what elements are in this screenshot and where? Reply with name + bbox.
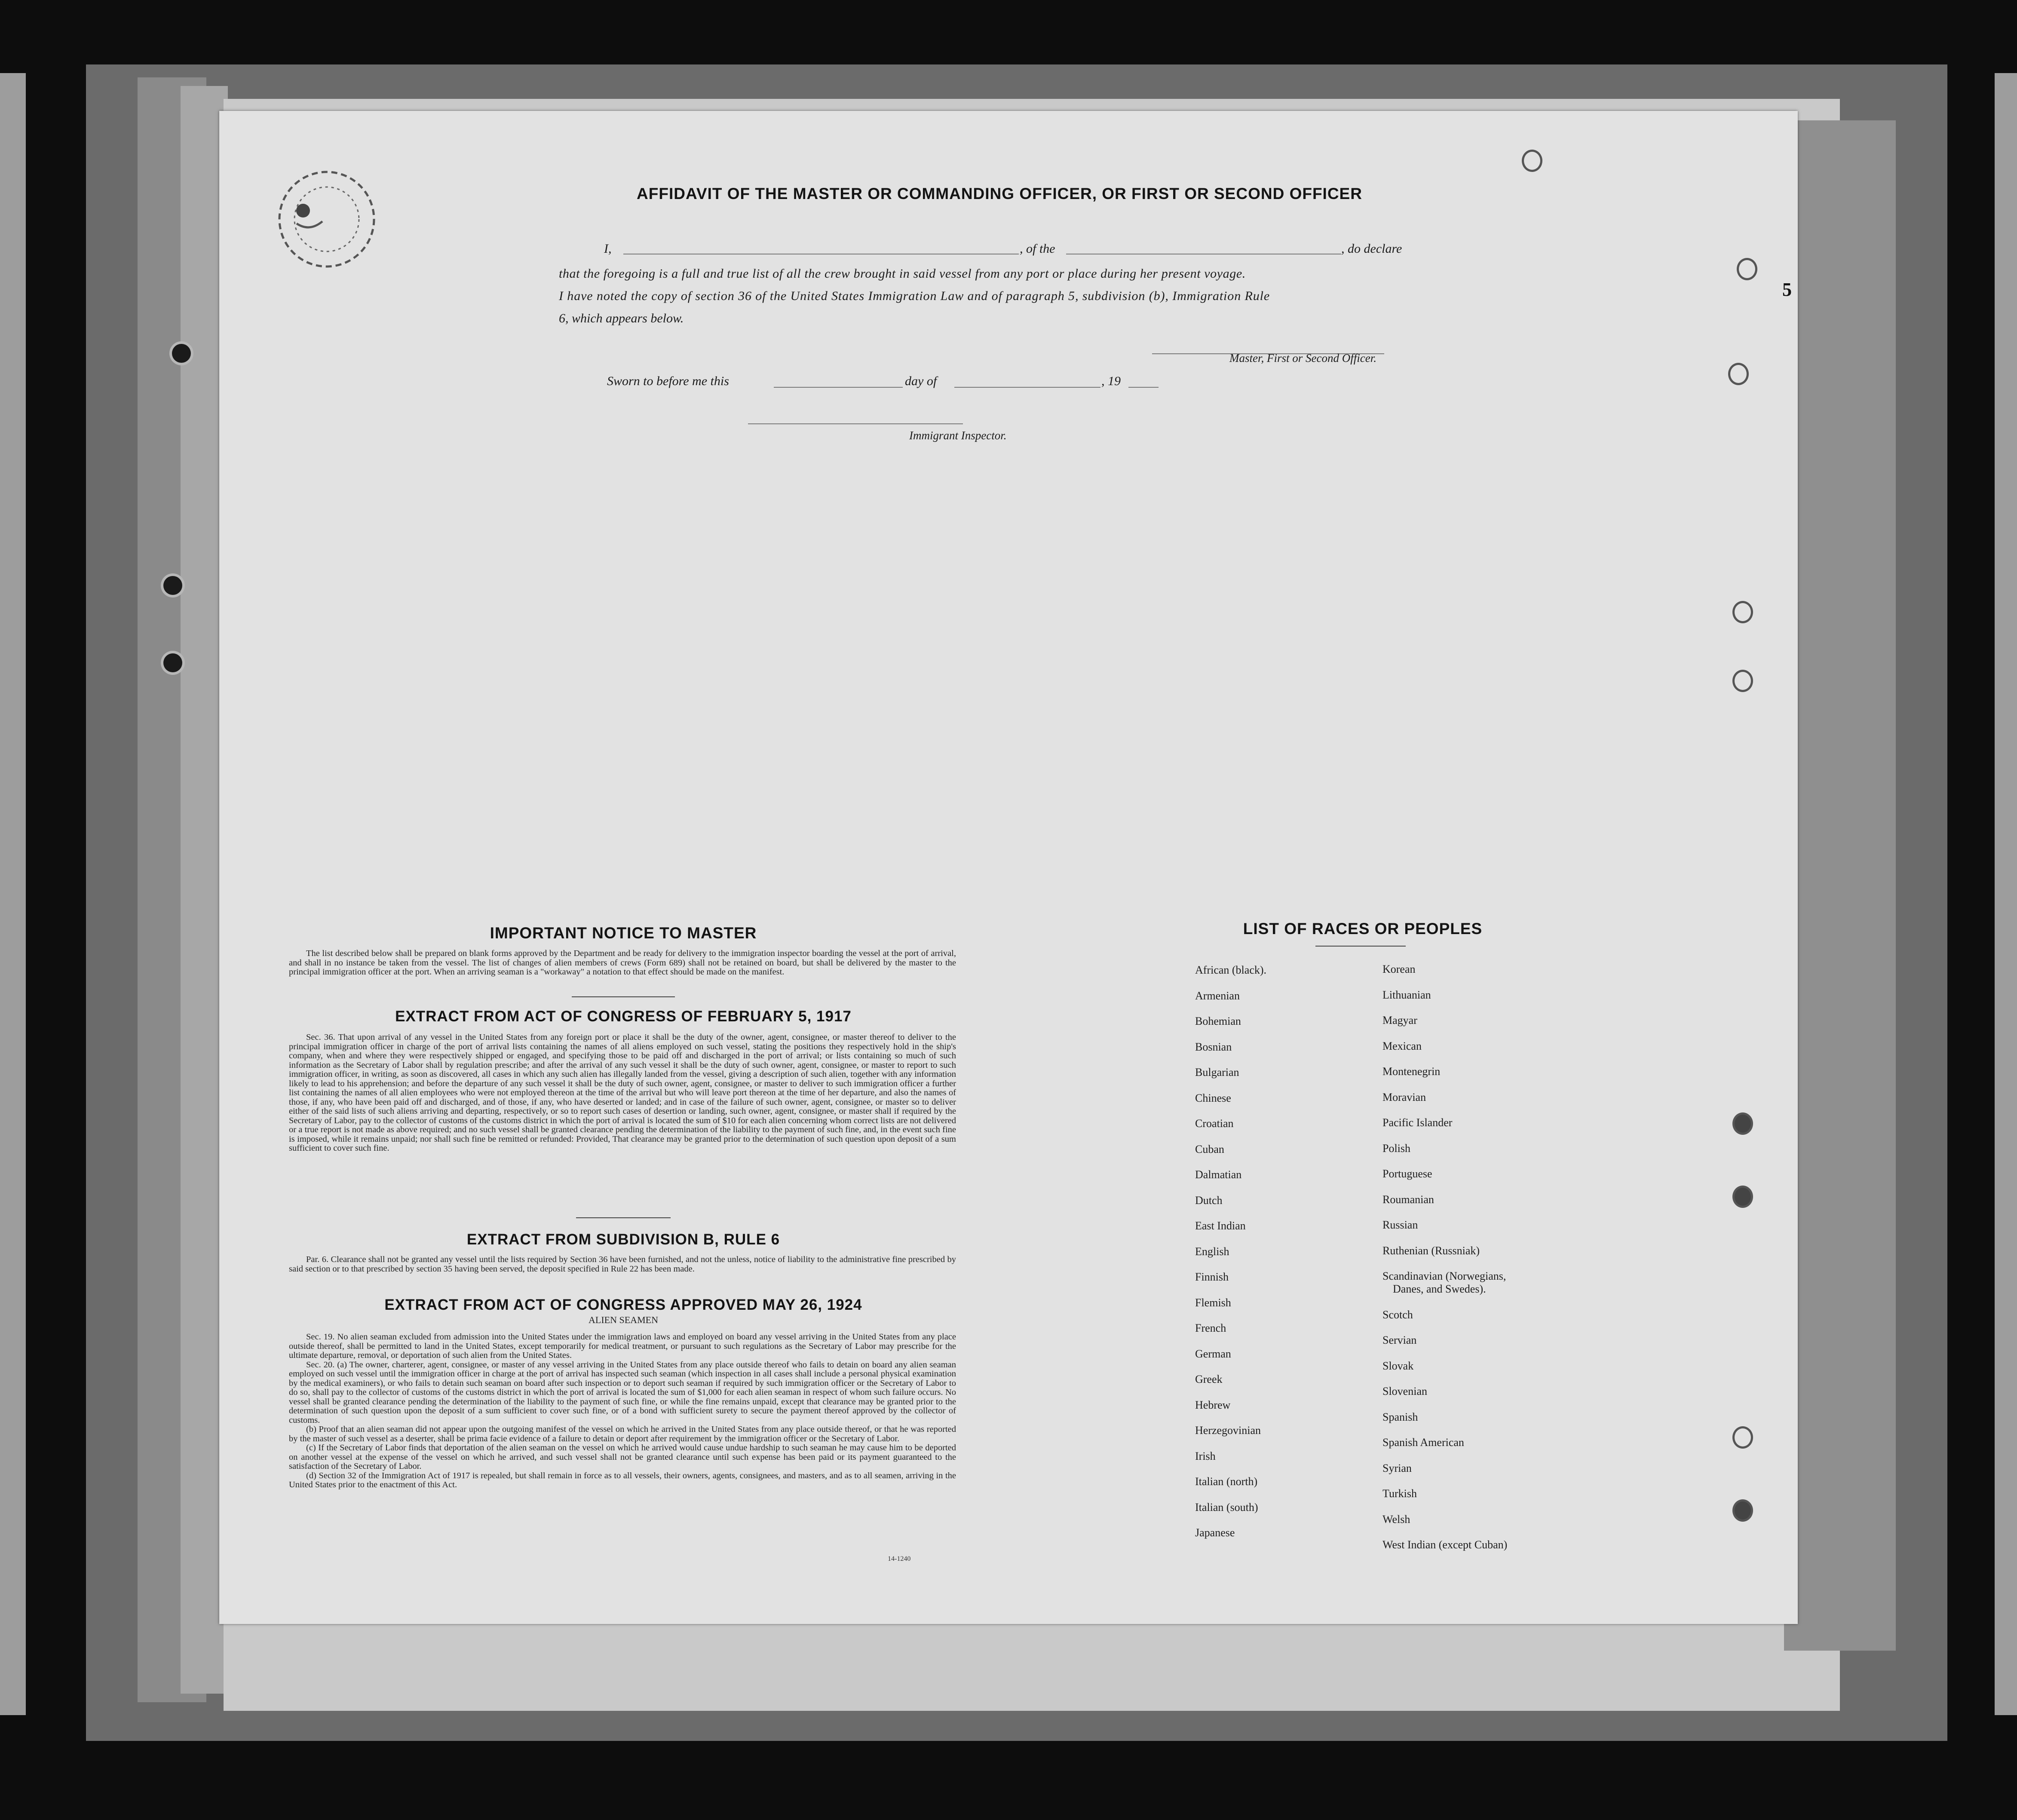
race-item: Cuban: [1195, 1143, 1224, 1155]
binding-hole: [172, 344, 191, 363]
race-item: Polish: [1382, 1142, 1411, 1155]
divider: [1315, 946, 1406, 947]
race-item: Greek: [1195, 1373, 1223, 1385]
race-item: Spanish: [1382, 1410, 1418, 1423]
affidavit-line-4: 6, which appears below.: [559, 311, 684, 325]
extract-1924-sec20b: (b) Proof that an alien seaman did not appear upon the outgoing manifest of the vessel on which he arrived in the United States from any place outside thereof, or that he was reported by the master of such vessel as a deserter, shall be prima facie evidence of a failure to detain or deport after requirement by the immigration officer or the Secretary of Labor.: [289, 1425, 956, 1443]
race-item: West Indian (except Cuban): [1382, 1538, 1508, 1551]
extract-1917-text: Sec. 36. That upon arrival of any vessel in the United States from any foreign port or place it shall be the duty of the owner, agent, consignee, or master thereof to deliver to the principal immigration officer in charge of the port of arrival lists containing the names of all aliens employed on such vessel, stating the positions they respectively hold in the ship's company, when and where they were respectively shipped or engaged, and specifying those to be paid off and discharged in the port of arrival; or lists containing so much of such information as the Secretary of Labor shall by regulation prescribe; and after the arrival of any such vessel it shall be the duty of such owner, agent, consignee, or master to report to such immigration officer, in writing, as soon as discovered, all cases in which any such alien has illegally landed from the vessel, giving a description of such alien, together with any information likely to lead to his apprehension; and before the departure of any such vessel it shall be the duty of such owner, agent, consignee, or master to deliver to such immigration officer a further list containing the names of all alien employees who were not employed thereon at the time of the arrival but who will leave port thereon at the time of her departure, and also the names of those, if any, who have been paid off and discharged, and of those, if any, who have deserted or landed; and in case of the failure of such owner, agent, consignee, or master so to deliver either of the said lists of such aliens arriving and departing, respectively, or so to report such cases of desertion or landing, such owner, agent, consignee, or master shall if required by the Secretary of Labor, pay to the collector of customs of the customs district in which the port of arrival is located the sum of $10 for each alien concerning whom correct lists are not delivered or a true report is not made as above required; and no such vessel shall be granted clearance pending the determination of the liability to the payment of such fine, and, in the event such fine is imposed, while it remains unpaid; nor shall such fine be remitted or refunded: Provided, That clearance may be granted prior to the determination of such question upon deposit of a sum sufficient to cover such fine.: [289, 1033, 956, 1153]
official-stamp-seal: [271, 163, 383, 275]
race-item: Finnish: [1195, 1271, 1229, 1283]
punch-hole-ring: [1728, 363, 1749, 385]
race-item: Syrian: [1382, 1462, 1412, 1474]
punch-hole-ring: [1522, 150, 1542, 172]
race-item: Scotch: [1382, 1308, 1413, 1321]
race-item: Croatian: [1195, 1117, 1234, 1130]
race-item: Russian: [1382, 1219, 1418, 1231]
race-item: Montenegrin: [1382, 1065, 1441, 1078]
affidavit-title: AFFIDAVIT OF THE MASTER OR COMMANDING OFFICER, OR FIRST OR SECOND OFFICER: [637, 185, 1362, 202]
race-item: Ruthenian (Russniak): [1382, 1244, 1480, 1257]
extract-1924-subtitle: ALIEN SEAMEN: [589, 1314, 658, 1325]
right-binding-strip: [1784, 120, 1896, 1651]
extract-1924-body: [289, 1333, 956, 1490]
race-item: Korean: [1382, 963, 1416, 975]
race-item: Hebrew: [1195, 1398, 1231, 1411]
day-of-text: day of: [905, 374, 937, 388]
race-item: Armenian: [1195, 989, 1240, 1002]
race-item: Italian (north): [1195, 1475, 1258, 1488]
punch-hole-ring: [1732, 1426, 1753, 1449]
punch-hole-ring: [1732, 601, 1753, 623]
inspector-signature-line[interactable]: [748, 423, 963, 424]
affidavit-line-3: I have noted the copy of section 36 of the United States Immigration Law and of paragraph 5, subdivision (b), Immigration Rule: [559, 289, 1270, 303]
race-item: Japanese: [1195, 1526, 1235, 1539]
affidavit-do-declare: , do declare: [1341, 242, 1402, 256]
race-item: Flemish: [1195, 1296, 1231, 1309]
adjacent-page-right-edge: [1995, 73, 2017, 1715]
race-item: Danes, and Swedes).: [1393, 1283, 1486, 1295]
races-title: LIST OF RACES OR PEOPLES: [1243, 920, 1483, 938]
punch-hole-ring: [1732, 1112, 1753, 1135]
sworn-text: Sworn to before me this: [607, 374, 729, 388]
adjacent-page-left-edge: [0, 73, 26, 1715]
race-item: Dalmatian: [1195, 1168, 1242, 1181]
extract-1924-sec20c: (c) If the Secretary of Labor finds that deportation of the alien seaman on the vessel on which he arrived would cause undue hardship to such seaman he may cause him to be deported on another vessel at the expense of the vessel on which he arrived, and such vessel shall not be granted clearance until such expense has been paid or its payment guaranteed to the satisfaction of the Secretary of Labor.: [289, 1443, 956, 1471]
race-item: Chinese: [1195, 1091, 1231, 1104]
margin-page-mark: 5: [1782, 279, 1792, 300]
binding-hole: [163, 653, 182, 672]
race-item: French: [1195, 1322, 1226, 1334]
binding-hole: [163, 576, 182, 595]
race-item: Moravian: [1382, 1091, 1426, 1103]
extract-rule6-text: Par. 6. Clearance shall not be granted any vessel until the lists required by Section 36 have been furnished, and not the unless, notice of liability to the administrative fine prescribed by said section or to that prescribed by section 35 having been served, the deposit specified in Rule 22 has been made.: [289, 1255, 956, 1274]
race-item: German: [1195, 1347, 1231, 1360]
race-item: Lithuanian: [1382, 988, 1431, 1001]
sworn-year-blank[interactable]: [1128, 387, 1159, 388]
race-item: Herzegovinian: [1195, 1424, 1261, 1437]
race-item: Portuguese: [1382, 1167, 1432, 1180]
race-item: Magyar: [1382, 1014, 1417, 1026]
race-item: Scandinavian (Norwegians,: [1382, 1270, 1506, 1282]
extract-1917-title: EXTRACT FROM ACT OF CONGRESS OF FEBRUARY 5, 1917: [395, 1008, 852, 1025]
notice-title: IMPORTANT NOTICE TO MASTER: [490, 924, 757, 942]
notice-text: The list described below shall be prepared on blank forms approved by the Department and be ready for delivery to the immigration inspector boarding the vessel at the port of arrival, and shall in no instance be taken from the vessel. The list of changes of alien members of crews (Form 689) shall not be retained on board, but shall be delivered by the master to the principal immigration officer at the port. When an arriving seaman is a "workaway" a notation to that effect should be made on the manifest.: [289, 949, 956, 977]
extract-1924-sec20a: Sec. 20. (a) The owner, charterer, agent, consignee, or master of any vessel arriving in the United States from any place outside thereof who fails to detain on board any alien seaman employed on such vessel until the immigration officer in charge at the port of arrival has inspected such seaman (which inspection in all cases shall include a personal physical examination by the medical examiners), or who fails to detain such seaman on board after such inspection or to deport such seaman if required by such immigration officer or the Secretary of Labor to do so, shall pay to the collector of customs of the customs district in which the port of arrival is located the sum of $1,000 for each alien seaman in respect of whom such failure occurs. No vessel shall be granted clearance pending the determination of the liability to the payment of such fine, or while the fine remains unpaid, except that clearance may be granted prior to the determination of such question upon the deposit of a sum sufficient to cover such fine, or of a bond with sufficient surety to secure the payment thereof approved by the collector of customs.: [289, 1360, 956, 1425]
affidavit-of-the: , of the: [1020, 242, 1055, 256]
race-item: Turkish: [1382, 1487, 1417, 1500]
race-item: Pacific Islander: [1382, 1116, 1453, 1129]
extract-1924-sec20d: (d) Section 32 of the Immigration Act of 1917 is repealed, but shall remain in force as to all vessels, their owners, agents, consignees, and masters, and as to all seamen, arriving in the United States prior to the enactment of this Act.: [289, 1471, 956, 1489]
form-number: 14-1240: [888, 1555, 911, 1563]
race-item: Bulgarian: [1195, 1066, 1239, 1079]
sworn-day-blank[interactable]: [774, 387, 903, 388]
punch-hole-ring: [1732, 670, 1753, 692]
sworn-month-blank[interactable]: [954, 387, 1100, 388]
year-prefix: , 19: [1101, 374, 1121, 388]
affidavit-i: I,: [604, 242, 612, 256]
extract-rule6-title: EXTRACT FROM SUBDIVISION B, RULE 6: [466, 1231, 780, 1248]
race-item: Slovak: [1382, 1359, 1414, 1372]
race-item: Mexican: [1382, 1039, 1422, 1052]
divider: [576, 1217, 671, 1218]
divider: [572, 996, 675, 997]
punch-hole-ring: [1737, 258, 1757, 280]
race-item: Roumanian: [1382, 1193, 1434, 1206]
race-item: English: [1195, 1245, 1229, 1258]
affidavit-line-2: that the foregoing is a full and true list of all the crew brought in said vessel from any port or place during her present voyage.: [559, 267, 1246, 281]
race-item: Welsh: [1382, 1513, 1410, 1526]
master-signature-caption: Master, First or Second Officer.: [1229, 352, 1376, 365]
punch-hole-ring: [1732, 1186, 1753, 1208]
inspector-signature-caption: Immigrant Inspector.: [909, 429, 1007, 442]
punch-hole-ring: [1732, 1499, 1753, 1522]
race-item: Bohemian: [1195, 1015, 1241, 1027]
extract-1924-sec19: Sec. 19. No alien seaman excluded from admission into the United States under the immigration laws and employed on board any vessel arriving in the United States from any place outside thereof, shall be permitted to land in the United States, except temporarily for medical treatment, or pursuant to such regulations as the Secretary of Labor may prescribe for the ultimate departure, removal, or deportation of such alien from the United States.: [289, 1332, 956, 1360]
race-item: Slovenian: [1382, 1385, 1427, 1397]
race-item: Servian: [1382, 1334, 1417, 1346]
race-item: African (black).: [1195, 964, 1267, 976]
extract-1924-title: EXTRACT FROM ACT OF CONGRESS APPROVED MAY 26, 1924: [384, 1296, 862, 1313]
race-item: Bosnian: [1195, 1040, 1232, 1053]
race-item: Dutch: [1195, 1194, 1223, 1207]
race-item: Italian (south): [1195, 1501, 1258, 1514]
race-item: Spanish American: [1382, 1436, 1464, 1449]
race-item: East Indian: [1195, 1219, 1246, 1232]
race-item: Irish: [1195, 1449, 1216, 1462]
